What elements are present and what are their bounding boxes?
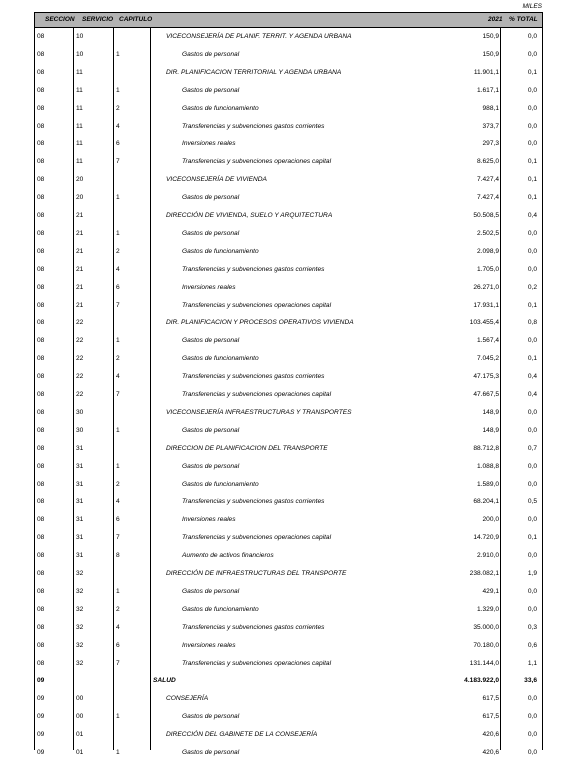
cell-servicio: 30 — [76, 426, 84, 434]
cell-pct-total: 0,4 — [527, 391, 537, 398]
column-header-capitulo: CAPITULO — [119, 16, 153, 23]
cell-seccion: 08 — [37, 229, 45, 237]
cell-amount: 988,1 — [482, 104, 499, 112]
cell-description: Gastos de personal — [182, 229, 240, 237]
table-row — [34, 551, 543, 560]
cell-pct-total: 1,1 — [527, 659, 537, 667]
table-row — [34, 157, 543, 166]
cell-capitulo: 1 — [116, 587, 120, 595]
cell-servicio: 32 — [76, 587, 84, 595]
cell-pct-total: 0,0 — [527, 229, 537, 237]
cell-amount: 14.720,9 — [473, 534, 499, 542]
column-header-year: 2021 — [488, 16, 503, 23]
cell-pct-total: 0,3 — [527, 623, 537, 631]
cell-servicio: 10 — [76, 50, 84, 58]
cell-description: DIRECCIÓN DE INFRAESTRUCTURAS DEL TRANSPORTE — [166, 570, 347, 577]
cell-capitulo: 7 — [116, 391, 120, 398]
cell-capitulo: 2 — [116, 104, 120, 112]
cell-description: Gastos de funcionamiento — [182, 605, 259, 613]
cell-description: Gastos de personal — [182, 749, 240, 756]
cell-amount: 7.045,2 — [477, 355, 499, 363]
cell-servicio: 21 — [76, 265, 84, 273]
cell-description: Gastos de personal — [182, 86, 240, 94]
cell-description: Gastos de personal — [182, 337, 240, 345]
cell-servicio: 32 — [76, 659, 84, 667]
cell-seccion: 08 — [37, 68, 45, 76]
cell-amount: 420,6 — [482, 731, 499, 739]
cell-capitulo: 1 — [116, 337, 120, 345]
cell-amount: 1.088,8 — [477, 462, 499, 470]
cell-amount: 297,3 — [482, 140, 499, 148]
table-row — [34, 354, 543, 363]
cell-servicio: 22 — [76, 355, 84, 363]
cell-description: Transferencias y subvenciones operaciones capital — [182, 301, 332, 309]
cell-seccion: 08 — [37, 212, 45, 219]
cell-seccion: 08 — [37, 516, 45, 524]
table-row — [34, 86, 543, 95]
cell-seccion: 08 — [37, 86, 45, 94]
column-header-seccion: SECCION — [45, 16, 75, 23]
cell-servicio: 11 — [76, 86, 83, 94]
cell-seccion: 08 — [37, 140, 45, 148]
cell-amount: 2.910,0 — [477, 552, 499, 560]
cell-amount: 8.625,0 — [477, 158, 499, 166]
cell-servicio: 31 — [76, 552, 84, 560]
table-row — [34, 444, 543, 453]
cell-amount: 103.455,4 — [469, 319, 499, 327]
cell-servicio: 10 — [76, 33, 84, 40]
cell-pct-total: 0,6 — [527, 641, 537, 649]
table-row — [34, 390, 543, 399]
table-row — [34, 515, 543, 524]
cell-capitulo: 1 — [116, 462, 120, 470]
cell-servicio: 21 — [76, 301, 84, 309]
cell-description: Gastos de funcionamiento — [182, 355, 259, 363]
cell-amount: 47.175,3 — [473, 373, 499, 381]
cell-seccion: 08 — [37, 498, 45, 506]
table-row — [34, 587, 543, 596]
cell-amount: 238.082,1 — [469, 570, 499, 577]
cell-seccion: 09 — [37, 749, 45, 756]
cell-pct-total: 0,0 — [527, 552, 537, 560]
cell-servicio: 31 — [76, 444, 84, 452]
cell-servicio: 01 — [76, 749, 84, 756]
table-row — [34, 569, 543, 578]
cell-amount: 2.098,9 — [477, 247, 499, 255]
cell-seccion: 08 — [37, 659, 45, 667]
table-row — [34, 712, 543, 721]
cell-amount: 1.617,1 — [477, 86, 499, 94]
cell-pct-total: 0,2 — [527, 283, 537, 291]
cell-description: CONSEJERÍA — [166, 695, 209, 703]
table-row — [34, 480, 543, 489]
cell-pct-total: 0,0 — [527, 104, 537, 112]
cell-description: Gastos de personal — [182, 50, 240, 58]
cell-amount: 26.271,0 — [473, 283, 499, 291]
cell-capitulo: 4 — [116, 623, 120, 631]
cell-pct-total: 0,0 — [527, 408, 537, 416]
cell-amount: 1.567,4 — [477, 337, 499, 345]
cell-description: Inversiones reales — [182, 140, 236, 148]
cell-seccion: 08 — [37, 247, 45, 255]
cell-amount: 50.508,5 — [473, 212, 499, 219]
cell-description: Transferencias y subvenciones gastos corrientes — [182, 265, 325, 273]
cell-servicio: 00 — [76, 695, 84, 703]
cell-description: Gastos de personal — [182, 194, 240, 202]
cell-seccion: 08 — [37, 50, 45, 58]
cell-amount: 200,0 — [482, 516, 499, 524]
cell-servicio: 32 — [76, 641, 84, 649]
cell-description: DIR. PLANIFICACION TERRITORIAL Y AGENDA URBANA — [166, 68, 342, 76]
cell-amount: 11.901,1 — [473, 68, 499, 76]
cell-description: Gastos de personal — [182, 713, 240, 721]
cell-capitulo: 2 — [116, 247, 120, 255]
cell-seccion: 08 — [37, 33, 45, 40]
cell-capitulo: 1 — [116, 229, 120, 237]
cell-pct-total: 0,0 — [527, 462, 537, 470]
cell-description: Gastos de personal — [182, 426, 240, 434]
cell-pct-total: 0,0 — [527, 731, 537, 739]
cell-servicio: 21 — [76, 212, 84, 219]
cell-seccion: 08 — [37, 552, 45, 560]
cell-description: DIRECCION DE PLANIFICACION DEL TRANSPORTE — [166, 444, 328, 452]
cell-description: Transferencias y subvenciones operaciones capital — [182, 158, 332, 166]
cell-servicio: 32 — [76, 570, 84, 577]
cell-capitulo: 4 — [116, 122, 120, 130]
table-row — [34, 462, 543, 471]
cell-capitulo: 4 — [116, 373, 120, 381]
table-row — [34, 623, 543, 632]
cell-amount: 35.000,0 — [473, 623, 499, 631]
cell-servicio: 31 — [76, 498, 84, 506]
table-row — [34, 50, 543, 59]
cell-seccion: 08 — [37, 570, 45, 577]
cell-description: DIRECCIÓN DE VIVIENDA, SUELO Y ARQUITECTURA — [166, 212, 333, 219]
cell-description: SALUD — [153, 677, 176, 685]
column-header-servicio: SERVICIO — [82, 16, 114, 23]
cell-pct-total: 0,1 — [527, 534, 537, 542]
cell-amount: 47.667,5 — [473, 391, 499, 398]
cell-pct-total: 0,0 — [527, 516, 537, 524]
table-row — [34, 193, 543, 202]
cell-seccion: 08 — [37, 480, 45, 488]
cell-description: Inversiones reales — [182, 283, 236, 291]
table-row — [34, 497, 543, 506]
cell-pct-total: 0,5 — [527, 498, 537, 506]
cell-pct-total: 0,4 — [527, 373, 537, 381]
table-row — [34, 372, 543, 381]
cell-description: Transferencias y subvenciones operaciones capital — [182, 534, 332, 542]
cell-amount: 17.931,1 — [473, 301, 499, 309]
cell-pct-total: 0,7 — [527, 444, 537, 452]
cell-seccion: 08 — [37, 444, 45, 452]
table-row — [34, 730, 543, 739]
cell-amount: 68.204,1 — [473, 498, 499, 506]
cell-capitulo: 2 — [116, 355, 120, 363]
cell-pct-total: 0,1 — [527, 68, 537, 76]
cell-pct-total: 0,0 — [527, 480, 537, 488]
cell-seccion: 08 — [37, 641, 45, 649]
table-row — [34, 283, 543, 292]
cell-servicio: 21 — [76, 229, 84, 237]
cell-pct-total: 0,0 — [527, 50, 537, 58]
cell-capitulo: 1 — [116, 426, 120, 434]
budget-table — [34, 28, 543, 756]
cell-description: VICECONSEJERÍA DE PLANIF. TERRIT. Y AGENDA URBANA — [166, 33, 352, 40]
table-row — [34, 336, 543, 345]
cell-capitulo: 1 — [116, 50, 120, 58]
cell-servicio: 11 — [76, 104, 83, 112]
cell-pct-total: 0,8 — [527, 319, 537, 327]
column-header-pct-total: % TOTAL — [509, 16, 538, 23]
cell-amount: 150,9 — [482, 50, 499, 58]
cell-capitulo: 6 — [116, 283, 120, 291]
cell-capitulo: 7 — [116, 534, 120, 542]
table-row — [34, 139, 543, 148]
cell-pct-total: 0,1 — [527, 176, 537, 184]
cell-amount: 617,5 — [482, 713, 499, 721]
cell-pct-total: 0,0 — [527, 33, 537, 40]
cell-amount: 420,6 — [482, 749, 499, 756]
cell-capitulo: 2 — [116, 480, 120, 488]
cell-servicio: 01 — [76, 731, 84, 739]
table-row — [34, 301, 543, 310]
cell-amount: 4.183.922,0 — [464, 677, 499, 685]
cell-pct-total: 1,9 — [527, 570, 537, 577]
cell-pct-total: 0,0 — [527, 426, 537, 434]
cell-capitulo: 6 — [116, 516, 120, 524]
cell-description: Gastos de funcionamiento — [182, 480, 259, 488]
cell-servicio: 30 — [76, 408, 84, 416]
cell-servicio: 22 — [76, 373, 84, 381]
cell-description: Gastos de personal — [182, 462, 240, 470]
cell-capitulo: 1 — [116, 86, 120, 94]
cell-capitulo: 1 — [116, 749, 120, 756]
cell-servicio: 20 — [76, 176, 84, 184]
cell-amount: 1.589,0 — [477, 480, 499, 488]
cell-description: Gastos de funcionamiento — [182, 104, 259, 112]
cell-description: Transferencias y subvenciones operaciones capital — [182, 659, 332, 667]
cell-description: VICECONSEJERÍA INFRAESTRUCTURAS Y TRANSPORTES — [166, 408, 352, 416]
cell-servicio: 31 — [76, 480, 84, 488]
cell-seccion: 08 — [37, 426, 45, 434]
cell-capitulo: 7 — [116, 659, 120, 667]
table-row — [34, 104, 543, 113]
cell-description: VICECONSEJERÍA DE VIVIENDA — [166, 176, 267, 184]
table-row — [34, 659, 543, 668]
table-row — [34, 641, 543, 650]
cell-seccion: 08 — [37, 158, 45, 166]
table-row — [34, 676, 543, 685]
cell-capitulo: 4 — [116, 265, 120, 273]
cell-amount: 2.502,5 — [477, 229, 499, 237]
cell-amount: 373,7 — [482, 122, 499, 130]
cell-seccion: 08 — [37, 301, 45, 309]
cell-pct-total: 0,0 — [527, 605, 537, 613]
cell-description: DIRECCIÓN DEL GABINETE DE LA CONSEJERÍA — [166, 731, 318, 739]
cell-seccion: 08 — [37, 319, 45, 327]
cell-capitulo: 1 — [116, 194, 120, 202]
cell-description: Transferencias y subvenciones gastos corrientes — [182, 122, 325, 130]
cell-capitulo: 8 — [116, 552, 120, 560]
table-header — [34, 12, 543, 28]
cell-pct-total: 0,0 — [527, 713, 537, 721]
cell-amount: 88.712,8 — [473, 444, 499, 452]
cell-seccion: 09 — [37, 677, 45, 685]
cell-servicio: 31 — [76, 534, 84, 542]
cell-capitulo: 1 — [116, 713, 120, 721]
table-row — [34, 32, 543, 41]
cell-servicio: 31 — [76, 516, 84, 524]
cell-pct-total: 0,1 — [527, 158, 537, 166]
cell-seccion: 08 — [37, 122, 45, 130]
cell-description: Gastos de funcionamiento — [182, 247, 259, 255]
cell-servicio: 00 — [76, 713, 84, 721]
cell-amount: 1.705,0 — [477, 265, 499, 273]
cell-servicio: 22 — [76, 391, 84, 398]
cell-seccion: 09 — [37, 695, 45, 703]
table-row — [34, 694, 543, 703]
cell-amount: 148,9 — [482, 408, 499, 416]
cell-pct-total: 0,0 — [527, 265, 537, 273]
cell-description: Transferencias y subvenciones gastos corrientes — [182, 373, 325, 381]
cell-seccion: 08 — [37, 373, 45, 381]
cell-capitulo: 4 — [116, 498, 120, 506]
cell-pct-total: 33,6 — [524, 677, 537, 685]
cell-seccion: 09 — [37, 713, 45, 721]
cell-servicio: 11 — [76, 68, 83, 76]
cell-amount: 148,9 — [482, 426, 499, 434]
cell-pct-total: 0,0 — [527, 247, 537, 255]
cell-servicio: 22 — [76, 319, 84, 327]
cell-servicio: 32 — [76, 623, 84, 631]
cell-pct-total: 0,1 — [527, 355, 537, 363]
cell-servicio: 20 — [76, 194, 84, 202]
table-row — [34, 122, 543, 131]
table-row — [34, 748, 543, 757]
cell-description: Transferencias y subvenciones operaciones capital — [182, 391, 332, 398]
cell-pct-total: 0,0 — [527, 695, 537, 703]
table-row — [34, 265, 543, 274]
cell-capitulo: 6 — [116, 641, 120, 649]
cell-amount: 1.329,0 — [477, 605, 499, 613]
table-row — [34, 247, 543, 256]
cell-seccion: 08 — [37, 194, 45, 202]
cell-servicio: 22 — [76, 337, 84, 345]
cell-pct-total: 0,0 — [527, 587, 537, 595]
cell-amount: 70.180,0 — [473, 641, 499, 649]
cell-servicio: 21 — [76, 283, 84, 291]
cell-amount: 429,1 — [482, 587, 499, 595]
cell-amount: 617,5 — [482, 695, 499, 703]
cell-pct-total: 0,0 — [527, 337, 537, 345]
cell-capitulo: 2 — [116, 605, 120, 613]
cell-servicio: 11 — [76, 122, 83, 130]
cell-servicio: 31 — [76, 462, 84, 470]
cell-seccion: 08 — [37, 104, 45, 112]
cell-seccion: 08 — [37, 623, 45, 631]
table-row — [34, 211, 543, 220]
cell-description: Aumento de activos financieros — [182, 552, 274, 560]
cell-pct-total: 0,0 — [527, 122, 537, 130]
units-label: MILES — [522, 3, 542, 10]
cell-seccion: 08 — [37, 462, 45, 470]
cell-pct-total: 0,0 — [527, 86, 537, 94]
cell-amount: 131.144,0 — [469, 659, 499, 667]
table-row — [34, 68, 543, 77]
cell-capitulo: 6 — [116, 140, 120, 148]
table-row — [34, 318, 543, 327]
cell-description: Inversiones reales — [182, 641, 236, 649]
cell-seccion: 08 — [37, 337, 45, 345]
cell-capitulo: 7 — [116, 301, 120, 309]
cell-pct-total: 0,0 — [527, 140, 537, 148]
table-row — [34, 408, 543, 417]
cell-seccion: 08 — [37, 355, 45, 363]
cell-seccion: 08 — [37, 265, 45, 273]
cell-pct-total: 0,0 — [527, 749, 537, 756]
cell-description: Transferencias y subvenciones gastos corrientes — [182, 623, 325, 631]
cell-seccion: 08 — [37, 391, 45, 398]
table-row — [34, 229, 543, 238]
table-row — [34, 605, 543, 614]
cell-description: Transferencias y subvenciones gastos corrientes — [182, 498, 325, 506]
cell-description: Gastos de personal — [182, 587, 240, 595]
cell-servicio: 11 — [76, 158, 83, 166]
cell-seccion: 08 — [37, 534, 45, 542]
cell-seccion: 09 — [37, 731, 45, 739]
cell-seccion: 08 — [37, 408, 45, 416]
cell-seccion: 08 — [37, 176, 45, 184]
cell-pct-total: 0,4 — [527, 212, 537, 219]
cell-servicio: 11 — [76, 140, 83, 148]
cell-servicio: 32 — [76, 605, 84, 613]
cell-amount: 7.427,4 — [477, 194, 499, 202]
cell-amount: 7.427,4 — [477, 176, 499, 184]
cell-servicio: 21 — [76, 247, 84, 255]
cell-amount: 150,9 — [482, 33, 499, 40]
cell-description: Inversiones reales — [182, 516, 236, 524]
table-row — [34, 175, 543, 184]
cell-description: DIR. PLANIFICACION Y PROCESOS OPERATIVOS VIVIENDA — [166, 319, 354, 327]
cell-pct-total: 0,1 — [527, 301, 537, 309]
cell-seccion: 08 — [37, 283, 45, 291]
cell-seccion: 08 — [37, 605, 45, 613]
cell-seccion: 08 — [37, 587, 45, 595]
table-row — [34, 426, 543, 435]
table-row — [34, 533, 543, 542]
cell-pct-total: 0,1 — [527, 194, 537, 202]
cell-capitulo: 7 — [116, 158, 120, 166]
